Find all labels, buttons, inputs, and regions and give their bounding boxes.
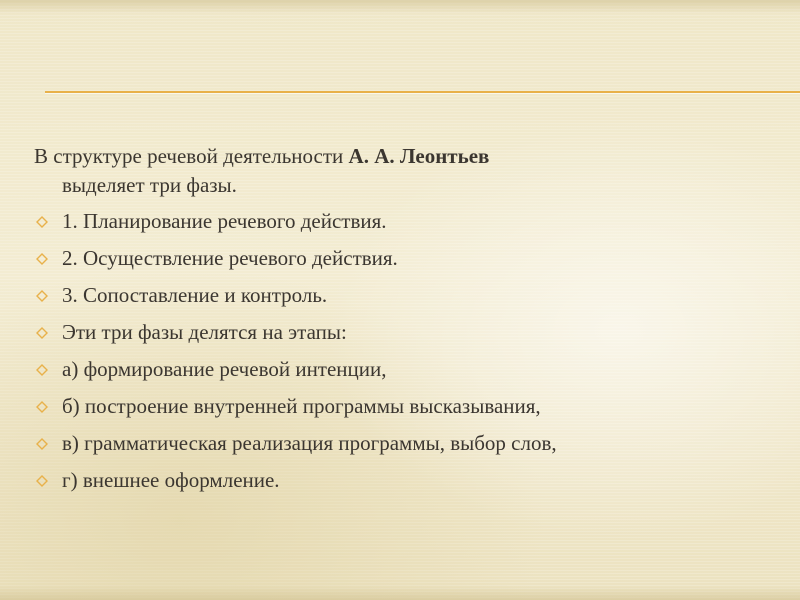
diamond-outline-icon — [36, 281, 50, 310]
slide-bottom-shade — [0, 586, 800, 600]
slide-top-shade — [0, 0, 800, 14]
list-item-text: 1. Планирование речевого действия. — [62, 209, 387, 233]
list-item-text: в) грамматическая реализация программы, выбор слов, — [62, 431, 557, 455]
intro-continuation-text: выделяет три фазы. — [62, 173, 237, 197]
list-item — [34, 244, 786, 273]
diamond-outline-icon — [36, 244, 50, 273]
list-item — [34, 355, 786, 384]
intro-author-name: А. А. Леонтьев — [348, 144, 490, 168]
intro-lead-text: В структуре речевой деятельности — [34, 144, 344, 168]
list-item — [34, 207, 786, 236]
list-item-text: 3. Сопоставление и контроль. — [62, 283, 328, 307]
bullet-list — [34, 207, 786, 495]
diamond-outline-icon — [36, 466, 50, 495]
list-item — [34, 281, 786, 310]
list-item-text: г) внешнее оформление. — [62, 468, 280, 492]
list-item — [34, 466, 786, 495]
list-item — [34, 392, 786, 421]
intro-paragraph — [34, 142, 786, 200]
diamond-outline-icon — [36, 207, 50, 236]
list-item-text: 2. Осуществление речевого действия. — [62, 246, 398, 270]
diamond-outline-icon — [36, 429, 50, 458]
diamond-outline-icon — [36, 392, 50, 421]
list-item-text: Эти три фазы делятся на этапы: — [62, 320, 347, 344]
title-divider-line — [45, 91, 800, 93]
diamond-outline-icon — [36, 355, 50, 384]
list-item — [34, 429, 786, 458]
list-item — [34, 318, 786, 347]
slide-content — [34, 142, 786, 503]
diamond-outline-icon — [36, 318, 50, 347]
list-item-text: а) формирование речевой интенции, — [62, 357, 387, 381]
list-item-text: б) построение внутренней программы высказывания, — [62, 394, 541, 418]
